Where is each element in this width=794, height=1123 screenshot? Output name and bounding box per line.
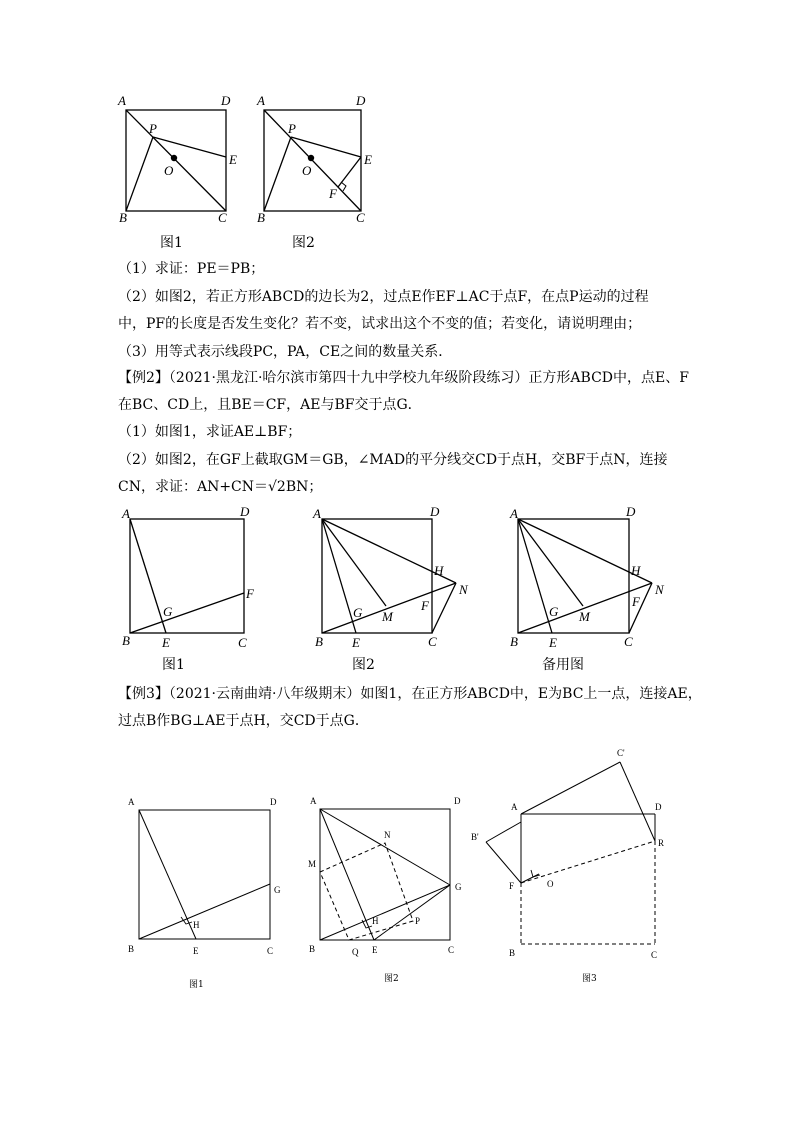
ex2-figure-1	[130, 519, 244, 633]
label: A	[511, 802, 518, 812]
label: B'	[471, 832, 479, 842]
label: G	[163, 604, 173, 619]
label: E	[229, 152, 237, 167]
label: H	[372, 916, 379, 926]
figure-caption: 备用图	[542, 657, 584, 673]
figure-caption: 图1	[189, 980, 204, 990]
label: Q	[352, 947, 359, 957]
label: B	[119, 210, 127, 225]
label: O	[547, 879, 554, 889]
label: D	[626, 504, 636, 519]
label: R	[658, 838, 665, 848]
label: A	[118, 93, 126, 108]
figure-caption: 图2	[352, 657, 375, 673]
label: D	[454, 796, 461, 806]
label: C	[218, 210, 227, 225]
example-3-heading: 【例3】（2021·云南曲靖·八年级期末）如图1，在正方形ABCD中，E为BC上一点，连接AE，	[118, 686, 702, 702]
label: F	[329, 186, 337, 201]
label: F	[421, 598, 429, 613]
label: C	[267, 946, 274, 956]
example-2-heading: 【例2】（2021·黑龙江·哈尔滨市第四十九中学校九年级阶段练习）正方形ABCD中，点E、F	[118, 370, 689, 386]
label: A	[257, 93, 265, 108]
label: P	[149, 121, 157, 136]
text-part: CN，求证：AN+CN＝	[118, 479, 269, 495]
label: A	[313, 506, 321, 521]
example-2-question-2-line-2	[118, 477, 322, 497]
label: C'	[617, 748, 625, 758]
label: B	[510, 634, 518, 649]
label: C	[651, 950, 658, 960]
label: D	[655, 802, 662, 812]
label: P	[288, 121, 296, 136]
label: D	[221, 93, 231, 108]
figure-caption: 图2	[292, 235, 315, 251]
question-2-line-1: （2）如图2，若正方形ABCD的边长为2，过点E作EF⊥AC于点F，在点P运动的过程	[118, 289, 649, 305]
label: D	[240, 504, 250, 519]
label: B	[509, 948, 516, 958]
label: G	[274, 885, 281, 895]
example-2-question-1: （1）如图1，求证AE⊥BF；	[118, 424, 302, 440]
figure-caption: 图1	[160, 235, 183, 251]
center-point-dot	[171, 155, 177, 161]
label: O	[164, 163, 174, 178]
label: N	[384, 830, 391, 840]
label: C	[428, 634, 437, 649]
label: E	[372, 945, 378, 955]
label: N	[459, 582, 468, 597]
label: A	[122, 506, 130, 521]
label: H	[631, 563, 641, 578]
label: H	[434, 563, 444, 578]
label: C	[238, 635, 247, 650]
label: P	[415, 916, 421, 926]
top-figure-1	[126, 110, 226, 211]
label: E	[364, 152, 372, 167]
label: N	[655, 582, 664, 597]
label: D	[270, 797, 277, 807]
label: F	[246, 586, 254, 601]
label: G	[353, 605, 363, 620]
label: F	[509, 881, 515, 891]
label: G	[549, 604, 559, 619]
ex3-figure-3	[486, 762, 655, 944]
label: G	[455, 882, 462, 892]
label: D	[430, 504, 440, 519]
label: D	[356, 93, 366, 108]
label: C	[448, 945, 455, 955]
figure-caption: 图3	[582, 974, 597, 984]
figure-caption: 图1	[162, 657, 185, 673]
label: B	[128, 944, 135, 954]
ex3-figure-2	[320, 809, 450, 940]
label: B	[315, 634, 323, 649]
label: O	[302, 163, 312, 178]
label: M	[308, 859, 317, 869]
example-3-line-2: 过点B作BG⊥AE于点H，交CD于点G．	[118, 713, 369, 729]
label: H	[193, 920, 200, 930]
center-point-dot	[308, 155, 314, 161]
example-2-line-2: 在BC、CD上，且BE＝CF，AE与BF交于点G．	[118, 397, 422, 413]
label: E	[162, 635, 170, 650]
label: E	[193, 946, 199, 956]
label: M	[382, 609, 393, 624]
figure-caption: 图2	[384, 974, 399, 984]
label: C	[624, 634, 633, 649]
question-1: （1）求证：PE＝PB；	[118, 261, 265, 277]
label: B	[257, 210, 265, 225]
label: B	[122, 633, 130, 648]
label: A	[510, 506, 518, 521]
example-2-question-2-line-1: （2）如图2，在GF上截取GM＝GB，∠MAD的平分线交CD于点H，交BF于点N，连接	[118, 452, 668, 468]
label: M	[579, 609, 590, 624]
label: B	[309, 944, 316, 954]
label: C	[356, 210, 365, 225]
label: E	[549, 635, 557, 650]
label: F	[632, 594, 640, 609]
label: E	[352, 635, 360, 650]
text-part: BN；	[285, 479, 323, 495]
label: A	[128, 797, 135, 807]
question-2-line-2: 中，PF的长度是否发生变化？若不变，试求出这个不变的值；若变化，请说明理由；	[118, 316, 642, 332]
ex3-figure-1	[139, 810, 270, 939]
label: A	[310, 796, 317, 806]
sqrt-two: √2	[268, 479, 286, 495]
question-3: （3）用等式表示线段PC，PA，CE之间的数量关系．	[118, 344, 453, 360]
